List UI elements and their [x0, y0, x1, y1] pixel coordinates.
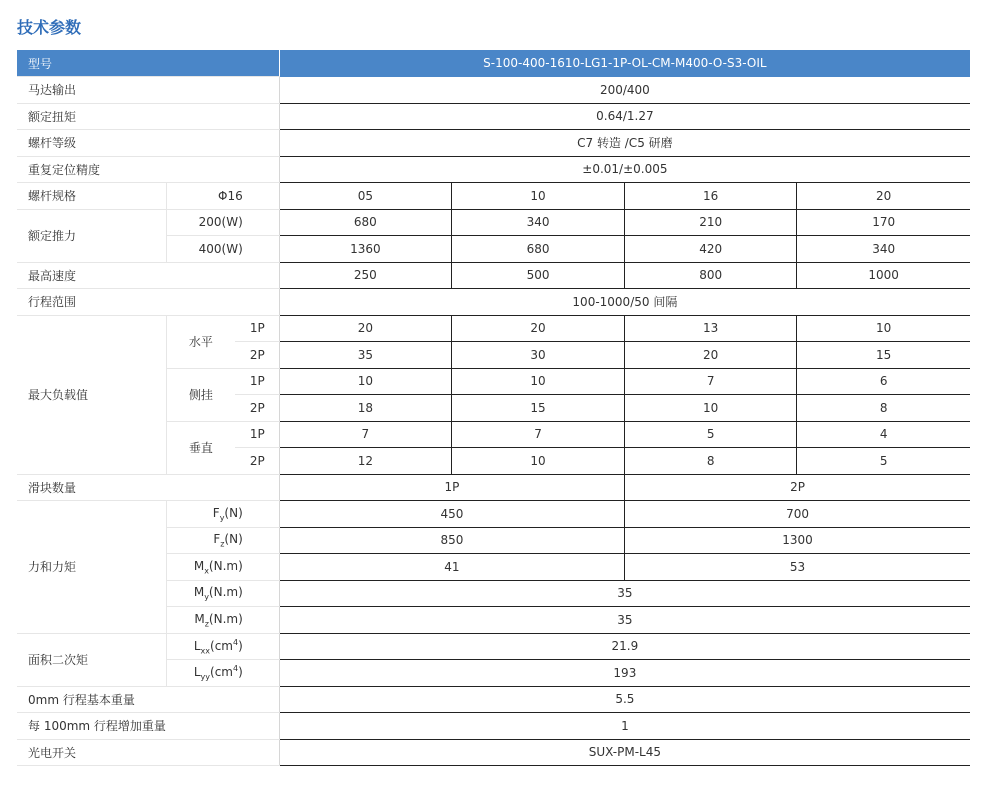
- table-row: [17, 262, 970, 289]
- unit: (N.m): [208, 558, 243, 573]
- cell-value: 10: [451, 368, 624, 395]
- row-sublabel: 2P: [235, 448, 279, 475]
- cell-value: 700: [625, 501, 970, 528]
- symbol-sub: xx: [200, 645, 211, 655]
- cell-value: 1P: [279, 474, 624, 501]
- cell-value: 15: [451, 395, 624, 422]
- cell-value: 18: [279, 395, 451, 422]
- cell-value: 0.64/1.27: [279, 103, 970, 130]
- row-label: 0mm 行程基本重量: [17, 686, 279, 713]
- cell-value: 680: [451, 236, 624, 263]
- unit: ): [238, 665, 243, 680]
- cell-value: SUX-PM-L45: [279, 739, 970, 766]
- row-label: 最高速度: [17, 262, 279, 289]
- row-label: 马达输出: [17, 77, 279, 104]
- unit-sup: 4: [232, 664, 239, 674]
- unit: (N.m): [208, 585, 243, 600]
- cell-value: C7 转造 /C5 研磨: [279, 130, 970, 157]
- cell-value: 340: [451, 209, 624, 236]
- symbol-sub: x: [204, 565, 209, 575]
- row-sublabel: 200(W): [166, 209, 279, 236]
- row-sublabel-mx: [166, 554, 279, 581]
- row-sublabel: 2P: [235, 342, 279, 369]
- cell-value: 100-1000/50 间隔: [279, 289, 970, 316]
- cell-value: 250: [279, 262, 451, 289]
- cell-value: 1000: [797, 262, 970, 289]
- cell-value: 170: [797, 209, 970, 236]
- row-label: 额定扭矩: [17, 103, 279, 130]
- row-label: 行程范围: [17, 289, 279, 316]
- cell-value: 20: [797, 183, 970, 210]
- row-sublabel-lyy: [166, 660, 279, 687]
- unit: (N): [224, 532, 243, 547]
- row-sublabel-fy: [166, 501, 279, 528]
- load-group-label: 水平: [166, 315, 235, 368]
- cell-value: 200/400: [279, 77, 970, 104]
- row-sublabel-fz: [166, 527, 279, 554]
- symbol-sub: z: [204, 618, 209, 628]
- row-label: 面积二次矩: [17, 633, 166, 686]
- row-label: 额定推力: [17, 209, 166, 262]
- table-row: [17, 103, 970, 130]
- row-label: 力和力矩: [17, 501, 166, 634]
- cell-value: 1300: [625, 527, 970, 554]
- row-sublabel-lxx: [166, 633, 279, 660]
- spec-table: [17, 50, 970, 766]
- unit: (cm: [210, 638, 233, 653]
- table-row: [17, 501, 970, 528]
- table-row: [17, 686, 970, 713]
- unit-sup: 4: [232, 637, 239, 647]
- cell-value: 20: [279, 315, 451, 342]
- symbol-sub: yy: [200, 672, 211, 682]
- table-row: [17, 739, 970, 766]
- cell-value: 8: [625, 448, 797, 475]
- cell-value: 05: [279, 183, 451, 210]
- cell-value: 10: [625, 395, 797, 422]
- row-sublabel-mz: [166, 607, 279, 634]
- table-row-model: [17, 50, 970, 77]
- cell-value: ±0.01/±0.005: [279, 156, 970, 183]
- unit: (cm: [210, 665, 233, 680]
- table-row: [17, 130, 970, 157]
- table-row: [17, 209, 970, 236]
- symbol-base: M: [193, 558, 205, 573]
- row-label: 螺杆规格: [17, 183, 166, 210]
- table-row: [17, 315, 970, 342]
- unit: (N): [224, 505, 243, 520]
- row-sublabel: 400(W): [166, 236, 279, 263]
- cell-value: 10: [451, 183, 624, 210]
- table-row: [17, 183, 970, 210]
- cell-value: 7: [625, 368, 797, 395]
- symbol-base: M: [193, 585, 205, 600]
- cell-value: 20: [625, 342, 797, 369]
- cell-value: 30: [451, 342, 624, 369]
- cell-value: 20: [451, 315, 624, 342]
- symbol-base: F: [213, 532, 221, 547]
- cell-value: 5.5: [279, 686, 970, 713]
- cell-value: 8: [797, 395, 970, 422]
- row-label: 螺杆等级: [17, 130, 279, 157]
- symbol-sub: z: [220, 539, 225, 549]
- cell-value: 35: [279, 607, 970, 634]
- table-row: [17, 77, 970, 104]
- symbol-base: L: [193, 638, 201, 653]
- row-sublabel: Φ16: [166, 183, 279, 210]
- table-row: [17, 633, 970, 660]
- cell-value: 10: [279, 368, 451, 395]
- cell-value: 1: [279, 713, 970, 740]
- symbol-base: L: [193, 665, 201, 680]
- row-label: 每 100mm 行程增加重量: [17, 713, 279, 740]
- cell-value: 6: [797, 368, 970, 395]
- row-sublabel: 1P: [235, 315, 279, 342]
- symbol-sub: y: [219, 512, 225, 522]
- cell-value: 850: [279, 527, 624, 554]
- cell-value: 4: [797, 421, 970, 448]
- row-label: 光电开关: [17, 739, 279, 766]
- cell-value: 500: [451, 262, 624, 289]
- unit: (N.m): [208, 611, 243, 626]
- cell-value: 13: [625, 315, 797, 342]
- table-row: [17, 156, 970, 183]
- cell-value: 680: [279, 209, 451, 236]
- load-group-label: 垂直: [166, 421, 235, 474]
- cell-value: 193: [279, 660, 970, 687]
- cell-value: 5: [625, 421, 797, 448]
- symbol-base: M: [194, 611, 205, 626]
- row-sublabel: 2P: [235, 395, 279, 422]
- row-label: 最大负载值: [17, 315, 166, 474]
- cell-value: 12: [279, 448, 451, 475]
- cell-value: 450: [279, 501, 624, 528]
- table-row: [17, 474, 970, 501]
- model-value: S-100-400-1610-LG1-1P-OL-CM-M400-O-S3-OIL: [279, 50, 970, 77]
- cell-value: 800: [625, 262, 797, 289]
- table-row: [17, 289, 970, 316]
- cell-value: 340: [797, 236, 970, 263]
- cell-value: 5: [797, 448, 970, 475]
- cell-value: 1360: [279, 236, 451, 263]
- row-sublabel: 1P: [235, 421, 279, 448]
- row-label: 滑块数量: [17, 474, 279, 501]
- cell-value: 7: [279, 421, 451, 448]
- cell-value: 21.9: [279, 633, 970, 660]
- row-label: 重复定位精度: [17, 156, 279, 183]
- cell-value: 10: [451, 448, 624, 475]
- table-row: [17, 713, 970, 740]
- cell-value: 35: [279, 580, 970, 607]
- cell-value: 35: [279, 342, 451, 369]
- cell-value: 420: [625, 236, 797, 263]
- cell-value: 41: [279, 554, 624, 581]
- cell-value: 7: [451, 421, 624, 448]
- cell-value: 16: [625, 183, 797, 210]
- cell-value: 2P: [625, 474, 970, 501]
- row-sublabel-my: [166, 580, 279, 607]
- row-sublabel: 1P: [235, 368, 279, 395]
- page-title: 技术参数: [17, 18, 82, 37]
- symbol-base: F: [212, 505, 220, 520]
- cell-value: 53: [625, 554, 970, 581]
- load-group-label: 侧挂: [166, 368, 235, 421]
- row-label: 型号: [17, 50, 279, 77]
- unit: ): [238, 638, 243, 653]
- cell-value: 210: [625, 209, 797, 236]
- cell-value: 10: [797, 315, 970, 342]
- symbol-sub: y: [204, 592, 209, 602]
- cell-value: 15: [797, 342, 970, 369]
